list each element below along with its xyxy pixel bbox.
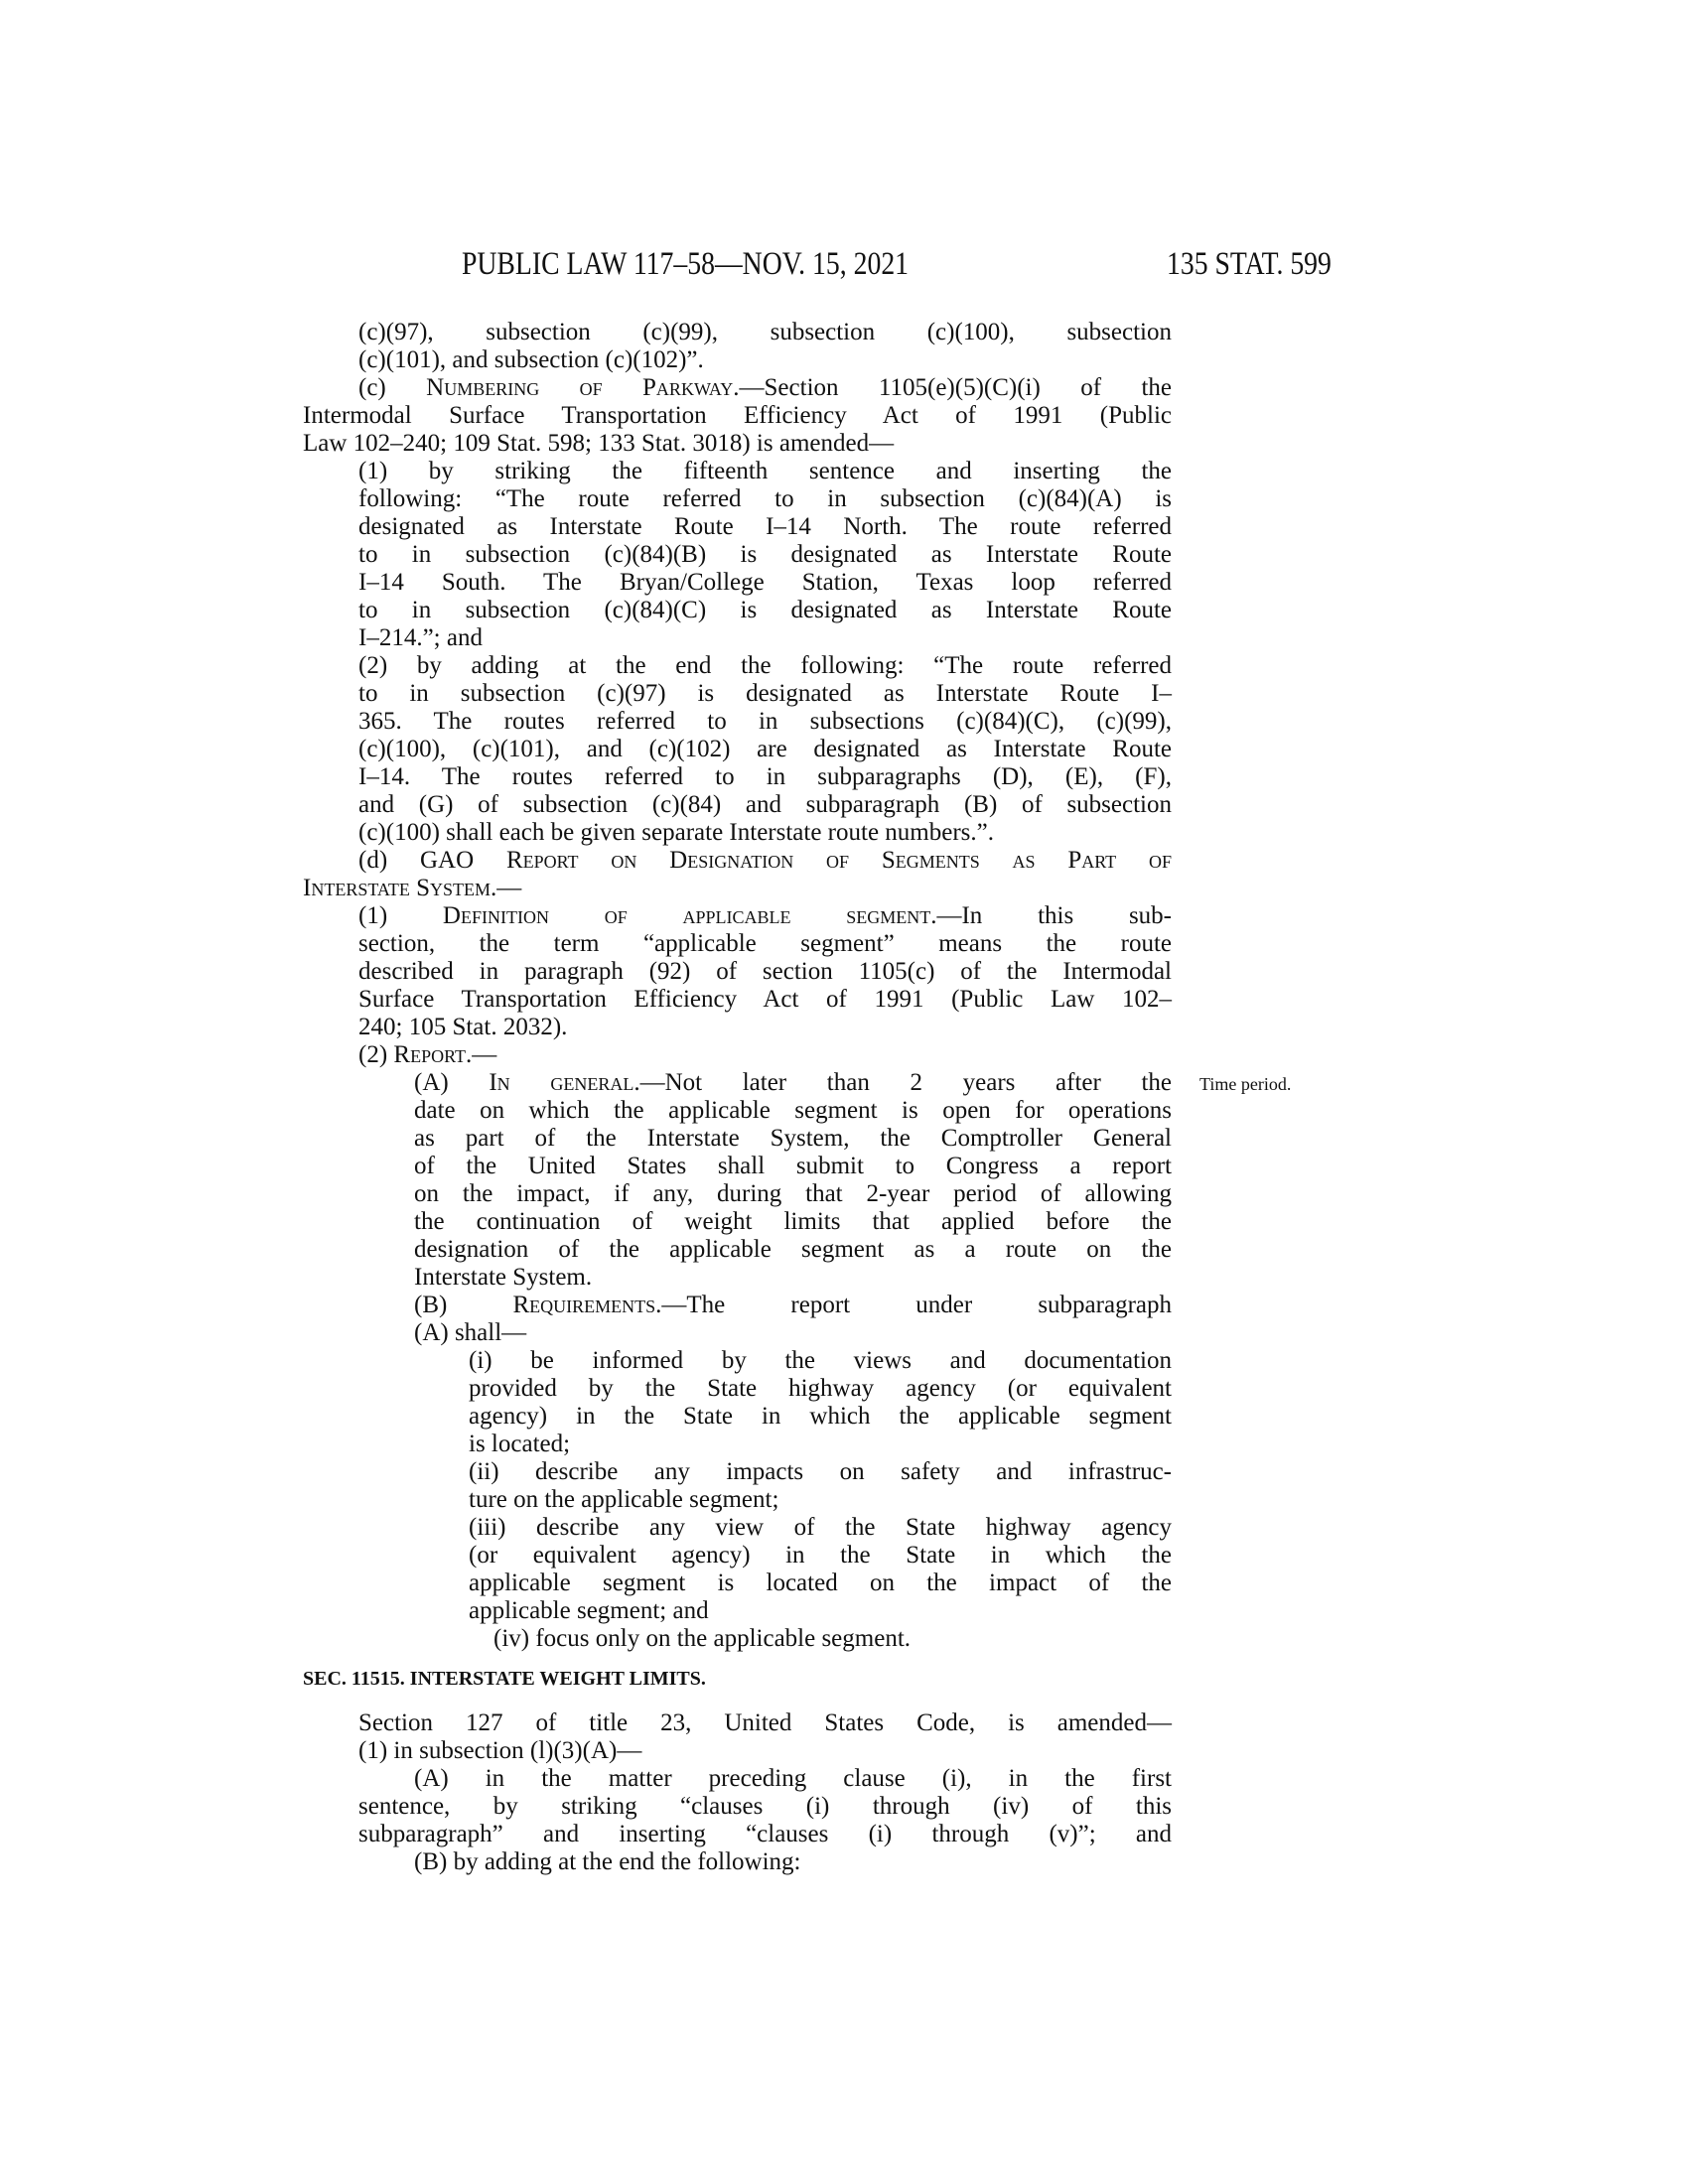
text-line: [358, 1041, 1172, 1069]
text-run: (B) by adding at the end the following:: [414, 1848, 801, 1875]
text-run: (1): [358, 902, 443, 929]
small-caps-heading: Interstate System: [303, 875, 492, 901]
text-run: (d) GAO: [358, 847, 506, 874]
text-run: (i) be informed by the views and documentation: [469, 1347, 1172, 1374]
running-header-title: PUBLIC LAW 117–58—NOV. 15, 2021: [462, 246, 910, 282]
text-run: (2) by adding at the end the following: “The route referred: [358, 652, 1172, 679]
text-run: the continuation of weight limits that applied before the: [414, 1208, 1172, 1235]
text-run: (iii) describe any view of the State highway agency: [469, 1514, 1172, 1541]
text-run: (1) by striking the fifteenth sentence and inserting the: [358, 458, 1172, 484]
text-line: [469, 1375, 1172, 1403]
margin-note: Time period.: [1199, 1074, 1292, 1094]
text-run: .—: [466, 1041, 497, 1068]
text-run: ture on the applicable segment;: [469, 1486, 779, 1513]
text-run: to in subsection (c)(97) is designated as Interstate Route I–: [358, 680, 1172, 707]
text-line: [303, 430, 1172, 458]
text-run: (2): [358, 1041, 394, 1068]
text-line: [414, 1292, 1172, 1319]
text-line: [358, 708, 1172, 736]
text-run: described in paragraph (92) of section 1105(c) of the Intermodal: [358, 958, 1172, 985]
text-line: [414, 1236, 1172, 1264]
text-line: [358, 652, 1172, 680]
text-line: [303, 875, 1172, 902]
text-run: (c)(101), and subsection (c)(102)”.: [358, 346, 704, 373]
text-run: applicable segment is located on the impact of the: [469, 1570, 1172, 1596]
text-line: [358, 902, 1172, 930]
text-run: (ii) describe any impacts on safety and infrastruc-: [469, 1458, 1172, 1485]
text-line: [358, 458, 1172, 485]
text-line: [469, 1597, 1172, 1625]
text-run: I–14 South. The Bryan/College Station, Texas loop referred: [358, 569, 1172, 596]
text-run: Interstate System.: [414, 1264, 593, 1291]
text-run: to in subsection (c)(84)(B) is designated as Interstate Route: [358, 541, 1172, 568]
text-run: (A) shall—: [414, 1319, 527, 1346]
text-run: (c)(100) shall each be given separate Interstate route numbers.”.: [358, 819, 994, 846]
text-run: agency) in the State in which the applicable segment: [469, 1403, 1172, 1430]
text-line: [358, 680, 1172, 708]
text-run: date on which the applicable segment is open for operations: [414, 1097, 1172, 1124]
text-line: [469, 1431, 1172, 1458]
text-run: provided by the State highway agency (or equivalent: [469, 1375, 1172, 1402]
text-run: (iv) focus only on the applicable segment.: [493, 1625, 912, 1652]
text-line: [358, 569, 1172, 597]
text-run: Section 127 of title 23, United States Code, is amended—: [358, 1709, 1172, 1736]
text-run: .—The report under subparagraph: [655, 1292, 1173, 1318]
text-line: [358, 736, 1172, 763]
text-run: applicable segment; and: [469, 1597, 709, 1624]
text-run: to in subsection (c)(84)(C) is designated as Interstate Route: [358, 597, 1172, 623]
small-caps-heading: Report on Designation of Segments as Part of: [505, 847, 1172, 874]
text-line: [414, 1264, 1172, 1292]
text-run: (or equivalent agency) in the State in which the: [469, 1542, 1172, 1569]
text-line: [358, 374, 1172, 402]
text-run: .—In this sub-: [930, 902, 1172, 929]
text-line: [358, 513, 1172, 541]
text-line: [414, 1319, 1172, 1347]
text-run: (B): [414, 1292, 513, 1318]
text-run: on the impact, if any, during that 2-year period of allowing: [414, 1180, 1172, 1207]
text-line: [469, 1458, 1172, 1486]
text-line: [414, 1097, 1172, 1125]
text-run: of the United States shall submit to Congress a report: [414, 1153, 1172, 1179]
text-line: [358, 541, 1172, 569]
text-line: [358, 1793, 1172, 1821]
text-run: I–214.”; and: [358, 624, 483, 651]
text-line: [414, 1765, 1172, 1793]
text-line: [469, 1542, 1172, 1570]
text-line: [358, 847, 1172, 875]
text-line: [358, 485, 1172, 513]
text-run: .—Not later than 2 years after the: [633, 1069, 1172, 1096]
text-run: (A) in the matter preceding clause (i), in the first: [414, 1765, 1172, 1792]
text-run: 240; 105 Stat. 2032).: [358, 1014, 568, 1040]
small-caps-heading: In general: [489, 1069, 634, 1096]
text-run: subparagraph” and inserting “clauses (i) through (v)”; and: [358, 1821, 1172, 1847]
small-caps-heading: Numbering of Parkway: [426, 374, 734, 401]
text-run: .—Section 1105(e)(5)(C)(i) of the: [733, 374, 1172, 401]
text-run: following: “The route referred to in subsection (c)(84)(A) is: [358, 485, 1172, 512]
text-line: [469, 1347, 1172, 1375]
text-line: [358, 1014, 1172, 1041]
text-run: sentence, by striking “clauses (i) through (iv) of this: [358, 1793, 1172, 1820]
text-line: [414, 1848, 1172, 1876]
text-line: [358, 986, 1172, 1014]
text-run: Surface Transportation Efficiency Act of 1991 (Public Law 102–: [358, 986, 1172, 1013]
text-line: [414, 1208, 1172, 1236]
text-line: [358, 1709, 1172, 1737]
text-run: and (G) of subsection (c)(84) and subparagraph (B) of subsection: [358, 791, 1172, 818]
text-line: [469, 1514, 1172, 1542]
text-run: I–14. The routes referred to in subparagraphs (D), (E), (F),: [358, 763, 1172, 790]
small-caps-heading: Definition of applicable segment: [442, 902, 931, 929]
text-line: [469, 1486, 1172, 1514]
text-line: [414, 1180, 1172, 1208]
text-run: designated as Interstate Route I–14 North. The route referred: [358, 513, 1172, 540]
text-run: (c): [358, 374, 427, 401]
text-line: [358, 597, 1172, 624]
text-run: (c)(97), subsection (c)(99), subsection (c)(100), subsection: [358, 319, 1172, 345]
small-caps-heading: Report: [393, 1041, 467, 1068]
text-line: [358, 930, 1172, 958]
text-line: [358, 624, 1172, 652]
page-stat-number: 135 STAT. 599: [1167, 246, 1332, 282]
text-line: [358, 791, 1172, 819]
text-line: [358, 1737, 1172, 1765]
text-run: as part of the Interstate System, the Comptroller General: [414, 1125, 1172, 1152]
text-run: (A): [414, 1069, 490, 1096]
text-run: .—: [491, 875, 522, 901]
small-caps-heading: Requirements: [512, 1292, 656, 1318]
section-heading: SEC. 11515. INTERSTATE WEIGHT LIMITS.: [303, 1668, 706, 1690]
text-line: [358, 819, 1172, 847]
text-line: [358, 319, 1172, 346]
text-run: section, the term “applicable segment” means the route: [358, 930, 1172, 957]
text-run: designation of the applicable segment as a route on the: [414, 1236, 1172, 1263]
text-run: Law 102–240; 109 Stat. 598; 133 Stat. 3018) is amended—: [303, 430, 895, 457]
text-run: 365. The routes referred to in subsections (c)(84)(C), (c)(99),: [358, 708, 1172, 735]
text-run: (c)(100), (c)(101), and (c)(102) are designated as Interstate Route: [358, 736, 1172, 762]
text-line: [358, 1821, 1172, 1848]
text-line: [358, 346, 1172, 374]
text-line: [303, 402, 1172, 430]
text-line: [358, 958, 1172, 986]
text-line: [414, 1069, 1172, 1097]
text-line: [358, 763, 1172, 791]
text-line: [493, 1625, 1172, 1653]
text-line: [414, 1153, 1172, 1180]
text-line: [469, 1403, 1172, 1431]
text-run: (1) in subsection (l)(3)(A)—: [358, 1737, 642, 1764]
text-line: [414, 1125, 1172, 1153]
text-run: Intermodal Surface Transportation Efficiency Act of 1991 (Public: [303, 402, 1172, 429]
text-line: [469, 1570, 1172, 1597]
text-run: is located;: [469, 1431, 571, 1457]
